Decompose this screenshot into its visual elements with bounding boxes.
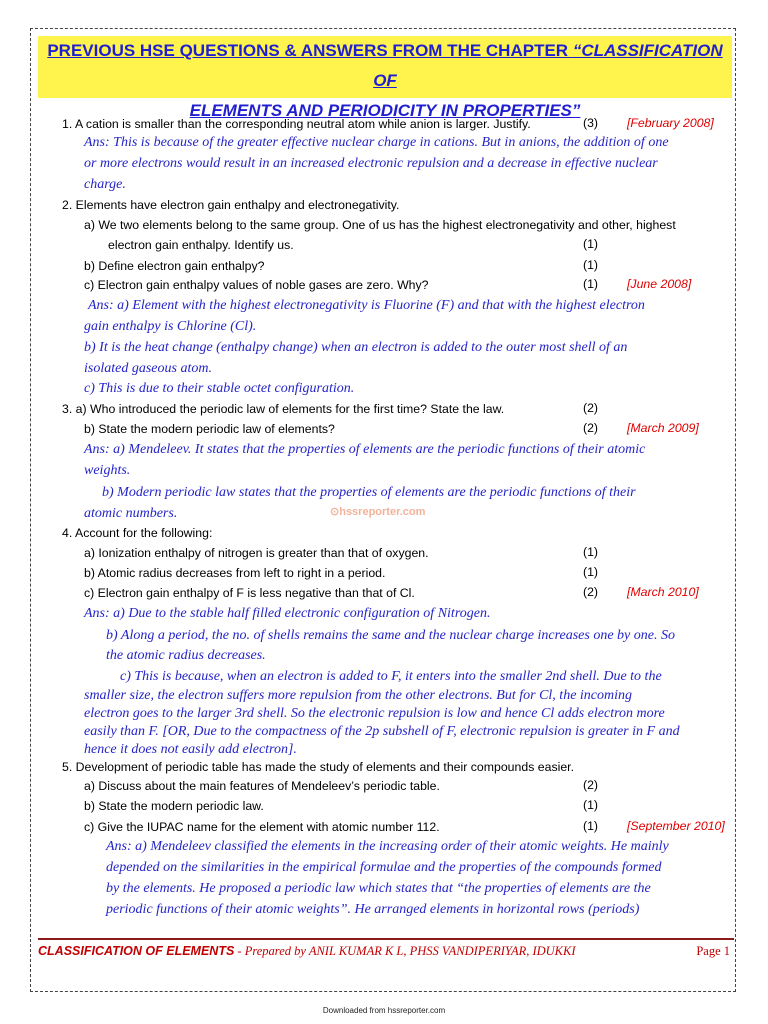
answer-line: smaller size, the electron suffers more repulsion from the other electrons. But for Cl, the incoming	[84, 688, 633, 703]
page-title	[38, 36, 732, 120]
page-number: Page 1	[696, 944, 730, 958]
answer-line: isolated gaseous atom.	[84, 361, 212, 376]
answer-line: or more electrons would result in an increased electronic repulsion and a decrease in effective nuclear	[84, 156, 658, 171]
answer-line: atomic numbers.	[84, 506, 178, 521]
question-line: 3. a) Who introduced the periodic law of elements for the first time? State the law.	[62, 402, 505, 416]
title-line-2: ELEMENTS AND PERIODICITY IN PROPERTIES”	[189, 101, 581, 120]
answer-line: by the elements. He proposed a periodic law which states that “the properties of elements are the	[106, 881, 651, 896]
marks-label: (1)	[583, 819, 599, 833]
answer-line: charge.	[84, 177, 126, 192]
answer-line: b) Along a period, the no. of shells remains the same and the nuclear charge increases one by one. So	[106, 628, 675, 643]
marks-label: (1)	[583, 237, 599, 251]
question-line: c) Electron gain enthalpy values of noble gases are zero. Why?	[84, 278, 429, 292]
answer-line: gain enthalpy is Chlorine (Cl).	[84, 319, 257, 334]
watermark: ⊙hssreporter.com	[330, 506, 426, 518]
answer-line: Ans: a) Mendeleev classified the elements in the increasing order of their atomic weights. He mainly	[106, 839, 669, 854]
question-line: b) State the modern periodic law of elements?	[84, 422, 335, 436]
exam-date: [June 2008]	[627, 277, 692, 291]
answer-line: Ans: This is because of the greater effective nuclear charge in cations. But in anions, the addition of one	[84, 135, 669, 150]
marks-label: (3)	[583, 116, 599, 130]
answer-line: electron goes to the larger 3rd shell. So the electronic repulsion is low and hence Cl adds electron more	[84, 706, 665, 721]
answer-line: hence it does not easily add electron].	[84, 742, 297, 757]
marks-label: (1)	[583, 565, 599, 579]
download-note: Downloaded from hssreporter.com	[322, 1006, 446, 1015]
answer-line: Ans: a) Element with the highest electronegativity is Fluorine (F) and that with the highest electron	[88, 298, 645, 313]
marks-label: (2)	[583, 421, 599, 435]
marks-label: (1)	[583, 798, 599, 812]
question-line: b) Atomic radius decreases from left to right in a period.	[84, 566, 386, 580]
title-part-italic: “CLASSIFICATION OF	[373, 41, 723, 90]
question-line: c) Electron gain enthalpy of F is less negative than that of Cl.	[84, 586, 415, 600]
page-footer	[38, 944, 734, 959]
answer-line: easily than F. [OR, Due to the compactness of the 2p subshell of F, electronic repulsion is greater in F and	[84, 724, 680, 739]
question-line: b) State the modern periodic law.	[84, 799, 264, 813]
marks-label: (2)	[583, 778, 599, 792]
answer-line: depended on the similarities in the empirical formulae and the properties of the compounds formed	[106, 860, 662, 875]
answer-line: c) This is because, when an electron is added to F, it enters into the smaller 2nd shell. Due to the	[120, 669, 662, 684]
title-part: PREVIOUS HSE QUESTIONS & ANSWERS FROM THE CHAPTER	[47, 41, 573, 60]
answer-line: Ans: a) Mendeleev. It states that the properties of elements are the periodic functions of their atomic	[84, 442, 646, 457]
question-line: c) Give the IUPAC name for the element with atomic number 112.	[84, 820, 440, 834]
footer-chapter: CLASSIFICATION OF ELEMENTS	[38, 944, 235, 958]
question-line: electron gain enthalpy. Identify us.	[108, 238, 294, 252]
marks-label: (1)	[583, 545, 599, 559]
exam-date: [March 2010]	[627, 585, 699, 599]
question-line: 2. Elements have electron gain enthalpy and electronegativity.	[62, 198, 400, 212]
marks-label: (2)	[583, 401, 599, 415]
answer-line: periodic functions of their atomic weights”. He arranged elements in horizontal rows (periods)	[106, 902, 640, 917]
exam-date: [September 2010]	[627, 819, 725, 833]
answer-line: weights.	[84, 463, 131, 478]
answer-line: c) This is due to their stable octet configuration.	[84, 381, 355, 396]
marks-label: (2)	[583, 585, 599, 599]
exam-date: [February 2008]	[627, 116, 714, 130]
answer-line: b) It is the heat change (enthalpy change) when an electron is added to the outer most shell of an	[84, 340, 628, 355]
footer-author: - Prepared by ANIL KUMAR K L, PHSS VANDIPERIYAR, IDUKKI	[234, 944, 576, 958]
answer-line: the atomic radius decreases.	[106, 648, 266, 663]
marks-label: (1)	[583, 258, 599, 272]
exam-date: [March 2009]	[627, 421, 699, 435]
question-line: 4. Account for the following:	[62, 526, 213, 540]
question-line: 5. Development of periodic table has made the study of elements and their compounds easier.	[62, 760, 574, 774]
question-line: b) Define electron gain enthalpy?	[84, 259, 265, 273]
question-line: 1. A cation is smaller than the corresponding neutral atom while anion is larger. Justify.	[62, 117, 531, 131]
marks-label: (1)	[583, 277, 599, 291]
question-line: a) We two elements belong to the same group. One of us has the highest electronegativity and other, highest	[84, 218, 676, 232]
footer-rule	[38, 938, 734, 940]
question-line: a) Discuss about the main features of Mendeleev’s periodic table.	[84, 779, 440, 793]
question-line: a) Ionization enthalpy of nitrogen is greater than that of oxygen.	[84, 546, 429, 560]
answer-line: Ans: a) Due to the stable half filled electronic configuration of Nitrogen.	[84, 606, 491, 621]
answer-line: b) Modern periodic law states that the properties of elements are the periodic functions of their	[102, 485, 636, 500]
